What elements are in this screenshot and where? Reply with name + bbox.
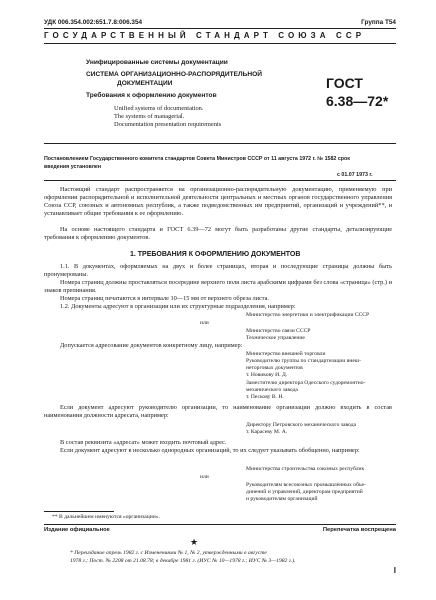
clause-1-1-page-numbers-text: Номера страниц должны проставляться посередине верхнего поля листа арабскими цифрами без слова «страница» (стр.) и знаков препинания. — [44, 279, 392, 294]
english-title-line2: The systems of managerial. — [114, 113, 185, 120]
address-example-3c: неторговых документов — [246, 365, 303, 371]
address-example-5a: Директору Петровского механического завода — [246, 422, 357, 428]
resolution-line1: Постановлением Государственного комитета стандартов Совета Министров СССР от 11 августа 1972 г. № 1582 срок — [44, 156, 350, 162]
personal-addressing-text: Допускается адресование документов конкретному лицу, например: — [60, 342, 243, 349]
gost-number: 6.38—72* — [326, 93, 389, 109]
clause-1-1 — [44, 263, 392, 279]
doc-title-line2: ДОКУМЕНТАЦИИ — [117, 80, 173, 87]
official-edition-label: Издание официальное — [44, 527, 110, 533]
footnote-rule — [44, 511, 114, 512]
header-bottom-rule — [44, 43, 396, 44]
address-example-5b: т. Карасеву М. А. — [246, 429, 288, 435]
address-example-4b: механического завода — [246, 387, 298, 393]
header-top-rule — [44, 28, 396, 29]
multiple-recipients-paragraph — [44, 447, 392, 455]
footer-rule — [44, 524, 396, 525]
clause-1-1-text: 1.1. В документах, оформляемых на двух и более страницах, вторая и последующие страницы должны быть пронумерованы. — [44, 263, 392, 278]
head-of-organization-text: Если документ адресуют руководителю организации, то наименование организации должно входить в состав наименования должности адресата, например: — [44, 404, 392, 419]
address-example-3b: Руководителю группы по стандартизации внеш- — [246, 358, 361, 364]
clause-1-1-interval — [44, 295, 392, 303]
doc-title-line1: СИСТЕМА ОРГАНИЗАЦИОННО-РАСПОРЯДИТЕЛЬНОЙ — [86, 71, 263, 78]
or-separator-2: или — [200, 474, 209, 480]
postal-address-paragraph — [44, 439, 392, 447]
address-example-2b: Техническое управление — [246, 335, 305, 341]
clause-1-2-text: 1.2. Документы адресуют в организации или их структурные подразделения, например: — [60, 303, 296, 310]
intro-paragraph-2 — [44, 226, 392, 242]
address-example-4a: Заместителю директора Одесского судоремонтно- — [246, 380, 366, 386]
effective-date: с 01.07 1973 г. — [337, 172, 373, 178]
title-block-rule — [44, 143, 396, 144]
address-example-4c: т. Пескову В. Н. — [246, 394, 284, 400]
address-example-6: Министерства строительства союзных республик — [246, 466, 365, 472]
doc-subtitle: Требования к оформлению документов — [86, 92, 217, 99]
reprint-prohibited-label: Перепечатка воспрещена — [322, 527, 396, 533]
multiple-recipients-text: Если документ адресуют в несколько однородных организаций, то их следует указывать обобщенно, например: — [60, 447, 360, 454]
address-example-3d: т. Новикову И. Д. — [246, 372, 288, 378]
standard-banner: ГОСУДАРСТВЕННЫЙ СТАНДАРТ СОЮЗА ССР — [44, 31, 366, 40]
personal-addressing-paragraph — [44, 342, 392, 350]
star-mark: ★ — [190, 537, 199, 547]
english-title-line1: Unified systems of documentation. — [114, 105, 204, 112]
page-number: I — [393, 566, 396, 575]
clause-1-1-page-numbers — [44, 279, 392, 295]
address-example-7c: и руководителям организаций — [246, 496, 318, 502]
section-1-heading: 1. ТРЕБОВАНИЯ К ОФОРМЛЕНИЮ ДОКУМЕНТОВ — [130, 251, 301, 258]
resolution-line2: введения установлен — [44, 164, 102, 170]
resolution-rule — [44, 180, 396, 181]
udk-code: УДК 006.354.002:651.7.8:006.354 — [44, 19, 143, 26]
address-example-7b: динений и управлений, директорам предприятий — [246, 489, 363, 495]
address-example-1: Министерство энергетики и электрификации СССР — [246, 312, 370, 318]
or-separator-1: или — [200, 320, 209, 326]
reissue-note-line2: 1978 г.; Пост. № 2208 от 21.08.78; в декабре 1981 г. (ИУС № 10—1978 г.; ИУС № 3—1982 г.). — [70, 558, 296, 564]
address-example-2a: Министерство связи СССР — [246, 328, 311, 334]
postal-address-text: В состав реквизита «адресат» может входить почтовый адрес. — [60, 439, 227, 446]
gost-label: ГОСТ — [326, 75, 363, 91]
reissue-note-line1: * Переиздание апрель 1982 г. с Изменениями № 1, № 2, утвержденными в августе — [70, 550, 267, 556]
address-example-7a: Руководителям всесоюзных промышленных объе- — [246, 482, 366, 488]
group-code: Группа Т54 — [361, 19, 396, 26]
intro-paragraph-1 — [44, 186, 392, 218]
intro-paragraph-2-text: На основе настоящего стандарта и ГОСТ 6.39—72 могут быть разработаны другие стандарты, детализирующие требования к оформлению документов. — [44, 226, 392, 241]
clause-1-2 — [44, 303, 392, 311]
english-title-line3: Documentation presentation requirements — [114, 121, 222, 128]
system-name: Унифицированные системы документации — [86, 59, 228, 66]
footnote: ** В дальнейшем именуются «организации». — [52, 514, 160, 520]
intro-paragraph-1-text: Настоящий стандарт распространяется на организационно-распорядительную документацию, применяемую при оформлении распорядительной и исполнительной деятельности центральных и местных органов государственного управления Союза ССР, союзных и автономных республик, а также подведомственных им предприятий, организаций и учреждений**, и устанавливает общие требования к ее оформлению. — [44, 186, 392, 217]
head-of-organization-paragraph — [44, 404, 392, 420]
clause-1-1-interval-text: Номера страниц печатаются в интервале 10—15 мм от верхнего обреза листа. — [60, 295, 269, 302]
address-example-3a: Министерство внешней торговли — [246, 351, 326, 357]
